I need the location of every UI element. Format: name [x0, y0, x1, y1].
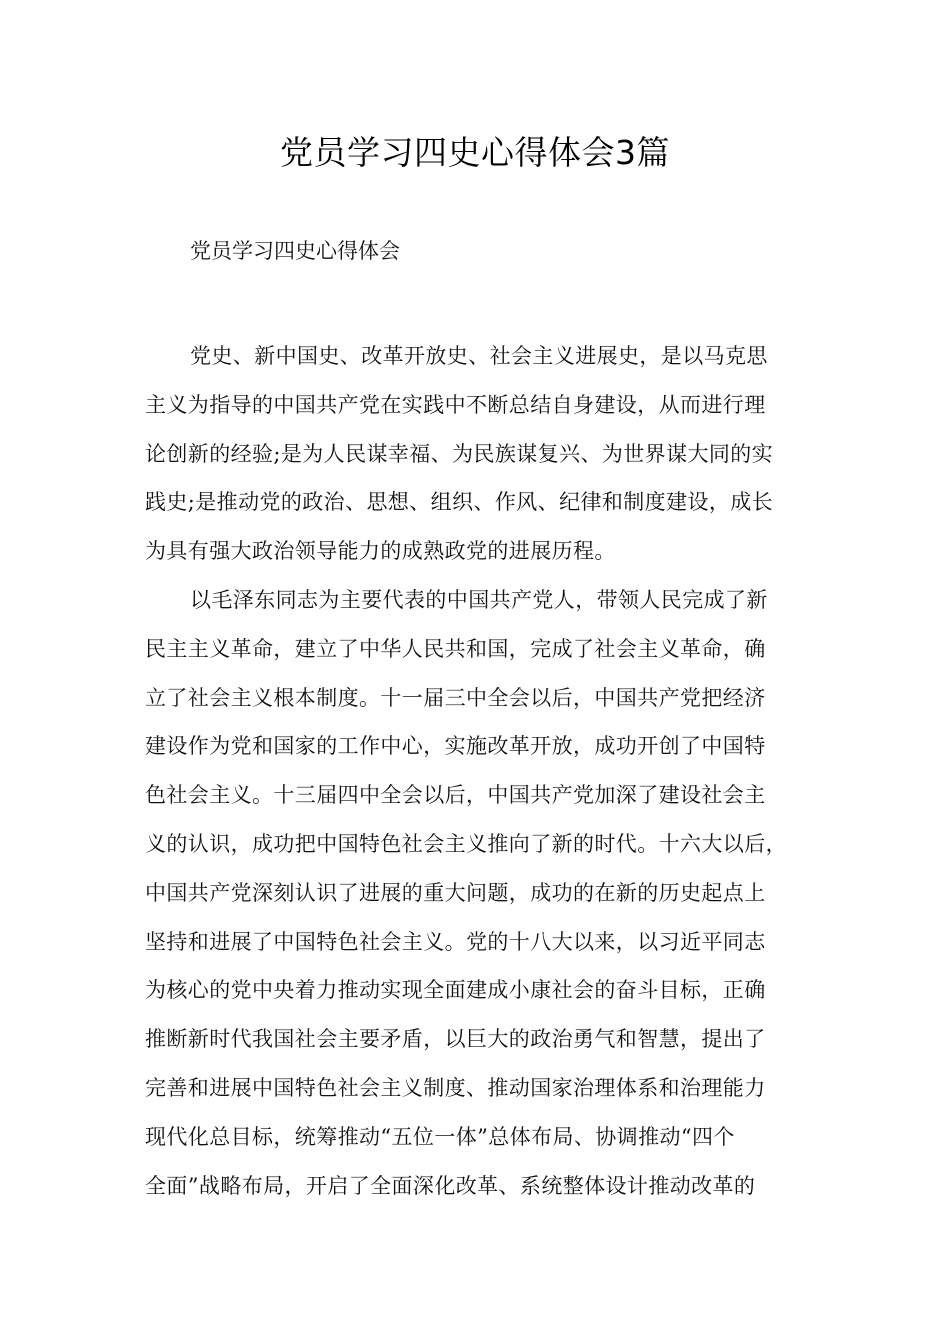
- paragraph-line: 立了社会主义根本制度。十一届三中全会以后，中国共产党把经济: [145, 685, 766, 710]
- paragraph-line: 色社会主义。十三届四中全会以后，中国共产党加深了建设社会主: [145, 783, 766, 808]
- paragraph-line: 现代化总目标，统筹推动“五位一体”总体布局、协调推动“四个: [145, 1124, 735, 1149]
- paragraph-line: 为核心的党中央着力推动实现全面建成小康社会的奋斗目标，正确: [145, 978, 766, 1003]
- paragraph-2: [145, 576, 817, 1210]
- document-subtitle: 党员学习四史心得体会: [190, 239, 400, 263]
- paragraph-line: 为具有强大政治领导能力的成熟政党的进展历程。: [145, 539, 616, 564]
- document-body: [145, 332, 817, 1210]
- paragraph-line: 民主主义革命，建立了中华人民共和国，完成了社会主义革命，确: [145, 636, 766, 661]
- paragraph-1: [145, 332, 817, 576]
- paragraph-line: 义的认识，成功把中国特色社会主义推向了新的时代。十六大以后，: [145, 831, 787, 856]
- paragraph-line: 完善和进展中国特色社会主义制度、推动国家治理体系和治理能力: [145, 1075, 766, 1100]
- document-title: 党员学习四史心得体会3篇: [280, 133, 670, 172]
- paragraph-line: 践史;是推动党的政治、思想、组织、作风、纪律和制度建设，成长: [145, 490, 774, 515]
- paragraph-line: 论创新的经验;是为人民谋幸福、为民族谋复兴、为世界谋大同的实: [145, 441, 774, 466]
- paragraph-line: 全面”战略布局，开启了全面深化改革、系统整体设计推动改革的: [145, 1173, 756, 1198]
- paragraph-line: 党史、新中国史、改革开放史、社会主义进展史，是以马克思: [190, 344, 768, 368]
- paragraph-line: 中国共产党深刻认识了进展的重大问题，成功的在新的历史起点上: [145, 880, 766, 905]
- paragraph-line: 以毛泽东同志为主要代表的中国共产党人，带领人民完成了新: [190, 587, 768, 612]
- paragraph-line: 建设作为党和国家的工作中心，实施改革开放，成功开创了中国特: [145, 734, 766, 759]
- paragraph-line: 坚持和进展了中国特色社会主义。党的十八大以来，以习近平同志: [145, 929, 766, 954]
- paragraph-line: 主义为指导的中国共产党在实践中不断总结自身建设，从而进行理: [145, 392, 766, 417]
- paragraph-line: 推断新时代我国社会主要矛盾，以巨大的政治勇气和智慧，提出了: [145, 1027, 766, 1052]
